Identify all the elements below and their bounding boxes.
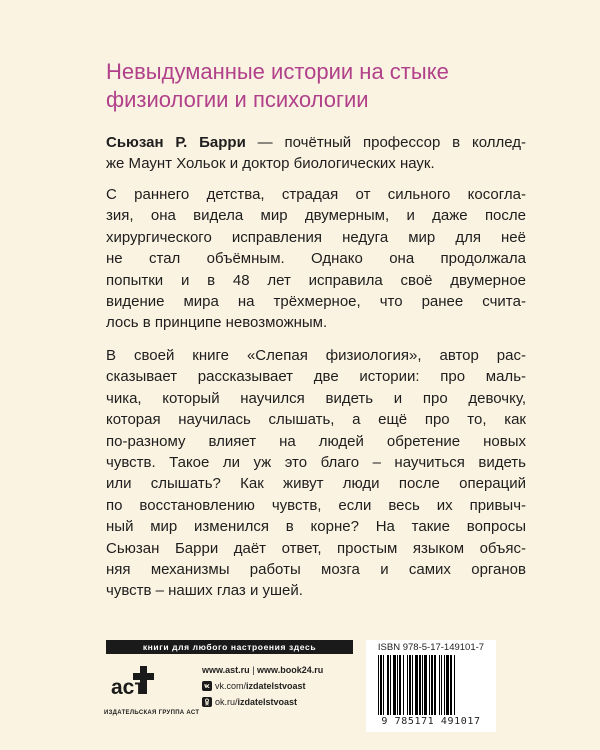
- paragraph-line: няя механизмы работы мозга и самих органов: [106, 561, 526, 579]
- author-line-rest: — почётный профессор в коллед-: [245, 134, 527, 151]
- paragraph-line: зия, она видела мир двумерным, и даже после: [106, 207, 526, 225]
- author-paragraph: [106, 132, 526, 175]
- ok-prefix: ok.ru/: [215, 697, 238, 707]
- barcode-bar: [419, 655, 421, 715]
- publisher-imprint: ИЗДАТЕЛЬСКАЯ ГРУППА АСТ: [104, 710, 200, 716]
- biography-paragraph: [106, 184, 526, 334]
- site-link-book24[interactable]: www.book24.ru: [257, 665, 324, 675]
- barcode-bar: [409, 655, 411, 715]
- ok-icon: [202, 697, 212, 707]
- barcode-bar: [446, 655, 449, 715]
- barcode-panel: [366, 640, 496, 732]
- barcode-bar: [387, 655, 389, 715]
- barcode-bar: [403, 655, 404, 715]
- ast-logo-icon: [110, 664, 156, 702]
- paragraph-line: Сьюзан Барри даёт ответ, простым языком объяс-: [106, 539, 526, 557]
- heading-line: Невыдуманные истории на стыке: [106, 59, 449, 84]
- paragraph-line: не стал объёмным. Однако она продолжала: [106, 250, 526, 268]
- paragraph-line: чувств. Такое ли уж это благо – научиться видеть: [106, 454, 526, 472]
- paragraph-line: сказывает рассказывает две истории: про маль-: [106, 368, 526, 386]
- paragraph-line: ный мир изменился в корне? На такие вопросы: [106, 518, 526, 536]
- ok-handle: izdatelstvoast: [237, 697, 298, 707]
- paragraph-line: чувств – наших глаз и ушей.: [106, 582, 303, 600]
- barcode-digits: 9 785171 491017: [381, 716, 481, 727]
- barcode-bar: [378, 655, 379, 715]
- barcode-bar: [380, 655, 382, 715]
- paragraph-line: С раннего детства, страдая от сильного косогла-: [106, 186, 526, 203]
- barcode-bar: [397, 655, 398, 715]
- barcode-bar: [444, 655, 445, 715]
- barcode-bar: [412, 655, 413, 715]
- cover-heading: [106, 58, 526, 114]
- barcode-icon: [378, 655, 488, 715]
- paragraph-line: чика, который научился видеть и про девочку,: [106, 389, 526, 407]
- vk-icon: [202, 681, 212, 691]
- vk-prefix: vk.com/: [215, 681, 247, 691]
- barcode-bar: [431, 655, 433, 715]
- barcode-bar: [383, 655, 384, 715]
- websites-row: [202, 662, 323, 678]
- site-separator: |: [249, 665, 258, 675]
- paragraph-line: попытки и в 48 лет исправила своё двумерное: [106, 271, 526, 289]
- paragraph-line: В своей книге «Слепая физиология», автор рас-: [106, 347, 526, 364]
- paragraph-line: хирургического исправления недуга мир для неё: [106, 228, 526, 246]
- vk-link[interactable]: [202, 678, 323, 694]
- paragraph-line: по восстановлению чувств, если весь их привыч-: [106, 496, 526, 514]
- barcode-bar: [422, 655, 423, 715]
- tagline-bar: книги для любого настроения здесь: [106, 640, 353, 654]
- barcode-bar: [450, 655, 452, 715]
- paragraph-line: по-разному влияет на людей обретение новых: [106, 432, 526, 450]
- logo-text: аст: [111, 676, 145, 699]
- barcode-bar: [393, 655, 396, 715]
- barcode-bar: [454, 655, 455, 715]
- site-link-ast[interactable]: www.ast.ru: [202, 665, 250, 675]
- paragraph-line: [106, 132, 526, 153]
- paragraph-line: лось в принципе невозможным.: [106, 314, 328, 332]
- barcode-bar: [415, 655, 418, 715]
- heading-line: физиологии и психологии: [106, 87, 369, 112]
- author-name: Сьюзан Р. Барри: [106, 134, 246, 151]
- barcode-bar: [441, 655, 442, 715]
- paragraph-line: или слышать? Как живут люди после операций: [106, 475, 526, 493]
- paragraph-line: же Маунт Хольок и доктор биологических наук.: [106, 155, 435, 173]
- paragraph-line: видение мира на трёхмерное, что ранее считa-: [106, 293, 526, 311]
- isbn-label: ISBN 978-5-17-149101-7: [377, 642, 485, 653]
- barcode-bar: [390, 655, 391, 715]
- barcode-bar: [439, 655, 440, 715]
- barcode-bar: [424, 655, 427, 715]
- barcode-bar: [407, 655, 408, 715]
- book-description-paragraph: [106, 345, 526, 602]
- paragraph-line: которая научилась слышать, а ещё про то, как: [106, 411, 526, 429]
- vk-handle: izdatelstvoast: [246, 681, 306, 691]
- barcode-bar: [429, 655, 430, 715]
- barcode-bar: [399, 655, 401, 715]
- barcode-bar: [434, 655, 436, 715]
- publisher-links: [202, 662, 323, 710]
- ok-link[interactable]: [202, 694, 323, 710]
